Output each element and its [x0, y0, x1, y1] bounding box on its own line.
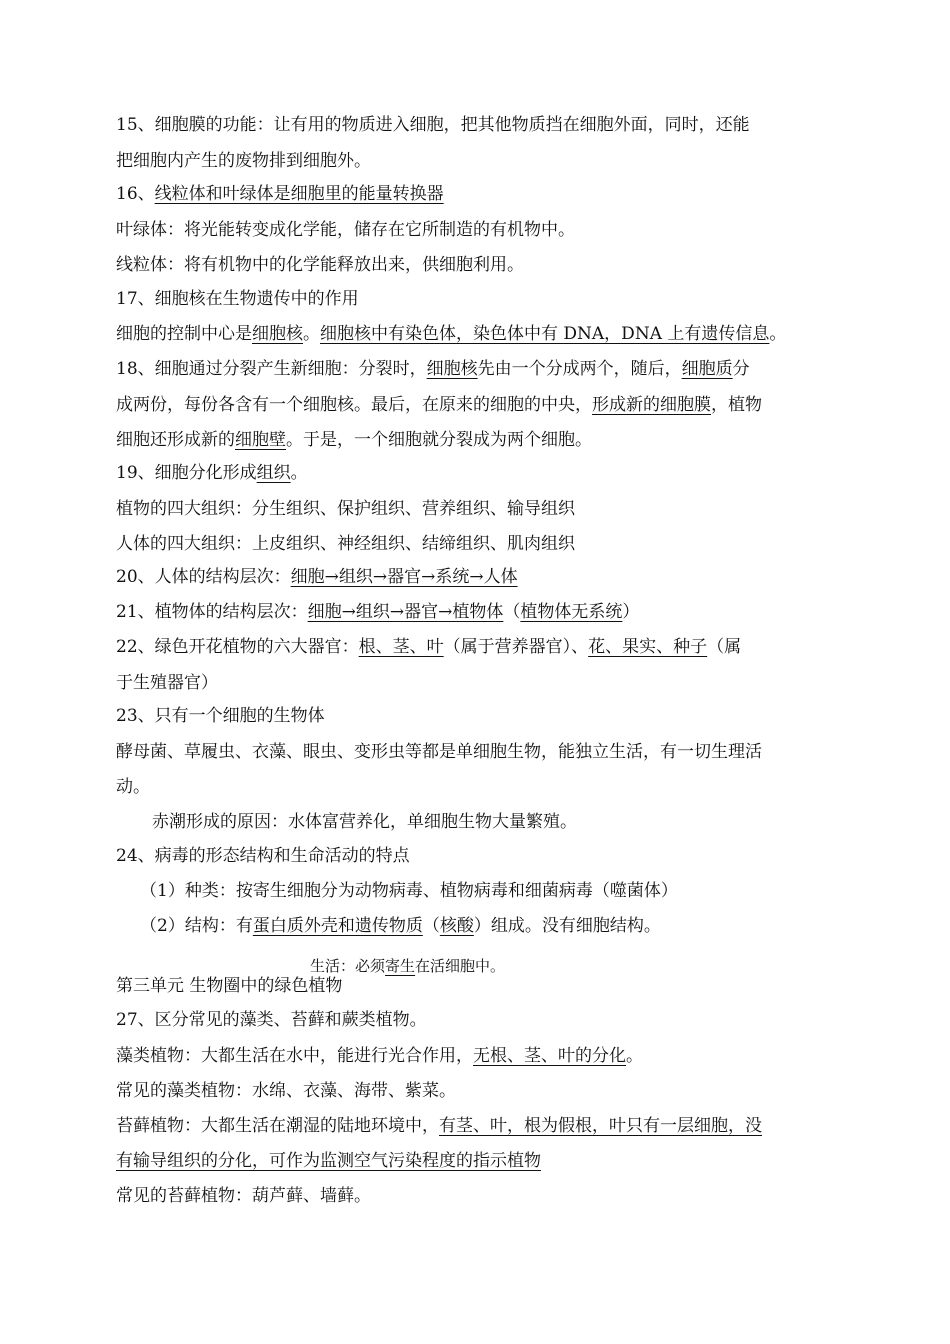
plant-tissues-line: 植物的四大组织：分生组织、保护组织、营养组织、输导组织 — [116, 499, 575, 519]
item-16-heading: 16、线粒体和叶绿体是细胞里的能量转换器 — [116, 184, 444, 204]
item-20-line: 20、人体的结构层次：细胞→组织→器官→系统→人体 — [116, 567, 518, 587]
item-18-line-3: 细胞还形成新的细胞壁。于是，一个细胞就分裂成为两个细胞。 — [116, 430, 592, 450]
item-22-line-1: 22、绿色开花植物的六大器官：根、茎、叶（属于营养器官）、花、果实、种子（属 — [116, 637, 742, 657]
item-18-line-1: 18、细胞通过分裂产生新细胞：分裂时，细胞核先由一个分成两个，随后，细胞质分 — [116, 359, 750, 379]
virus-structure-line: （2）结构：有蛋白质外壳和遗传物质（核酸）组成。没有细胞结构。 — [140, 916, 661, 936]
moss-line-1: 苔藓植物：大都生活在潮湿的陆地环境中，有茎、叶，根为假根，叶只有一层细胞，没 — [116, 1116, 762, 1136]
item-15-line-1: 15、细胞膜的功能：让有用的物质进入细胞，把其他物质挡在细胞外面，同时，还能 — [116, 115, 750, 135]
item-17-heading: 17、细胞核在生物遗传中的作用 — [116, 289, 359, 309]
red-tide-line: 赤潮形成的原因：水体富营养化，单细胞生物大量繁殖。 — [152, 812, 577, 832]
item-23-line-2: 动。 — [116, 777, 150, 797]
item-22-line-2: 于生殖器官） — [116, 673, 218, 693]
moss-line-2: 有输导组织的分化，可作为监测空气污染程度的指示植物 — [116, 1151, 541, 1171]
item-24-heading: 24、病毒的形态结构和生命活动的特点 — [116, 846, 410, 866]
item-23-line-1: 酵母菌、草履虫、衣藻、眼虫、变形虫等都是单细胞生物，能独立生活，有一切生理活 — [116, 742, 762, 762]
common-moss-line: 常见的苔藓植物：葫芦藓、墙藓。 — [116, 1186, 371, 1206]
item-27-heading: 27、区分常见的藻类、苔藓和蕨类植物。 — [116, 1010, 427, 1030]
virus-types-line: （1）种类：按寄生细胞分为动物病毒、植物病毒和细菌病毒（噬菌体） — [140, 881, 678, 901]
virus-life-line: 生活：必须寄生在活细胞中。 — [310, 957, 506, 975]
item-21-line: 21、植物体的结构层次：细胞→组织→器官→植物体（植物体无系统） — [116, 602, 640, 622]
item-18-line-2: 成两份，每份各含有一个细胞核。最后，在原来的细胞的中央，形成新的细胞膜，植物 — [116, 395, 762, 415]
item-15-line-2: 把细胞内产生的废物排到细胞外。 — [116, 151, 371, 171]
unit-3-heading: 第三单元 生物圈中的绿色植物 — [116, 976, 343, 996]
chloroplast-line: 叶绿体：将光能转变成化学能，储存在它所制造的有机物中。 — [116, 220, 575, 240]
algae-line: 藻类植物：大都生活在水中，能进行光合作用，无根、茎、叶的分化。 — [116, 1046, 643, 1066]
item-19-heading: 19、细胞分化形成组织。 — [116, 463, 308, 483]
mitochondria-line: 线粒体：将有机物中的化学能释放出来，供细胞利用。 — [116, 255, 524, 275]
item-17-line: 细胞的控制中心是细胞核。细胞核中有染色体，染色体中有 DNA，DNA 上有遗传信息。 — [116, 324, 787, 344]
common-algae-line: 常见的藻类植物：水绵、衣藻、海带、紫菜。 — [116, 1081, 456, 1101]
item-23-heading: 23、只有一个细胞的生物体 — [116, 706, 325, 726]
human-tissues-line: 人体的四大组织：上皮组织、神经组织、结缔组织、肌肉组织 — [116, 534, 575, 554]
